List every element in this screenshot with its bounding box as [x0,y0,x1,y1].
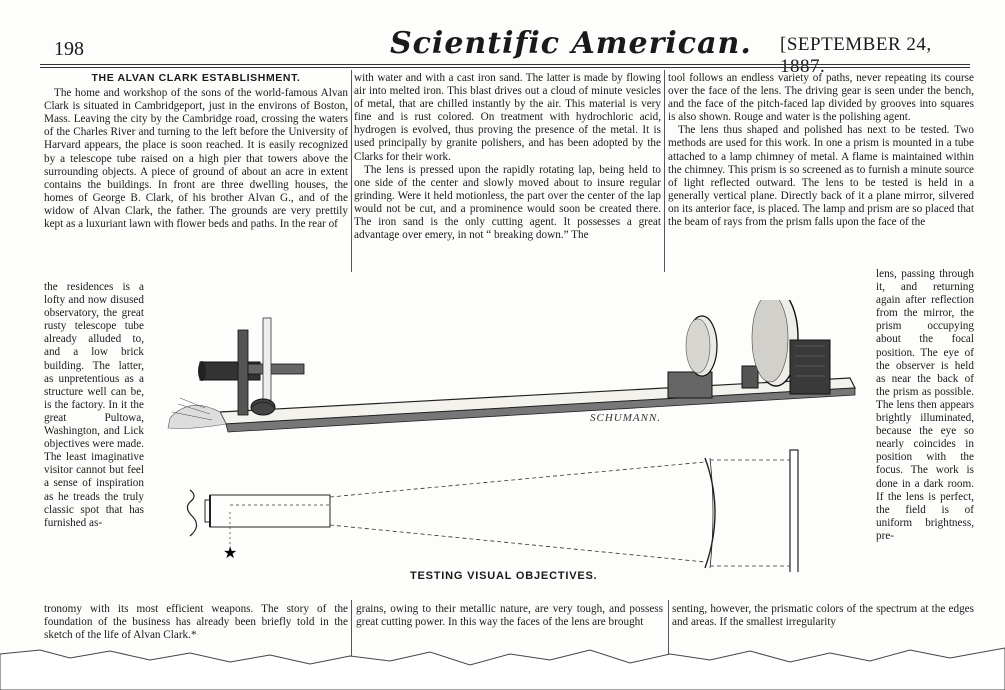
eye-icon [187,490,196,536]
paragraph: The lens is pressed upon the rapidly rotating lap, being held to one side of the center and slowly moved about to insure regular grinding. Were it held motionless, the part over the center of the lap would not be cut, and a prominence would soon be created there. The iron sand is the only cutting agent. It possesses a great advantage over emery, in not “ breaking down.” The [354,163,661,242]
plane-mirror [742,300,830,394]
objective-lens [668,316,717,398]
mirror-plate [790,450,798,572]
issue-date: [SEPTEMBER 24, 1887. [780,34,932,77]
article-heading: THE ALVAN CLARK ESTABLISHMENT. [91,72,301,84]
page-number: 198 [54,38,84,60]
column-right-bottom: senting, however, the prismatic colors of the spectrum at the edges and areas. If the smallest irregularity [672,603,974,629]
column-divider [351,70,352,272]
paragraph: with water and with a cast iron sand. The latter is made by flowing air into melted iron. This blast drives out a cloud of minute vesicles of metal, that are chilled instantly by the air. This material is very fine and is rust colored. On treatment with hydrochloric acid, hydrogen is evolved, thus proving the presence of the metal. It is used principally by granite polishers, and has been adopted by the Clarks for their work. [354,72,661,163]
figure-caption: TESTING VISUAL OBJECTIVES. [410,570,598,582]
ray-diagram [187,450,798,572]
artist-signature: SCHUMANN. [590,412,662,424]
paragraph: The home and workshop of the sons of the world-famous Alvan Clark is situated in Cambridgeport, just in the environs of Boston, Mass. Leaving the city by the Cambridge road, crossing the waters of the Charles River and turning to the left before the University of Harvard appears, the place is soon reached. It is easily recognized by a telescope tube raised on a high pier that towers above the surrounding objects. A piece of ground of about an acre in extent contains the buildings. In front are three dwelling houses, the homes of George B. Clark, of his brother Alvan G., and of the widow of Alvan Clark, the father. The grounds are very prettily kept as a luxuriant lawn with flower beds and paths. In the rear of [44,87,348,231]
header-rule-thin [40,67,970,68]
column-left [44,72,348,231]
paragraph: The lens thus shaped and polished has next to be tested. Two methods are used for this work. In one a prism is mounted in a tube attached to a lamp chimney of metal. A flame is maintained within the chimney. This prism is so screened as to furnish a minute source of light reflected outward. The lens to be tested is held in a generally vertical plane. Directly back of it a plane mirror, silvered on its anterior face, is placed. The lamp and prism are so placed that the beam of rays from the prism falls upon the face of the [668,124,974,229]
header-rule [40,64,970,65]
column-middle [354,72,661,242]
lamp-prism-tube [198,318,304,415]
lens-curve [705,458,715,568]
star-icon: ★ [223,543,238,562]
masthead-title: Scientific American. [390,26,752,61]
torn-page-edge [0,620,1005,690]
testing-apparatus-illustration [150,300,870,572]
page-header [40,26,970,77]
column-left-narrow: the residences is a lofty and now disused observatory, the great rusty telescope tube already alluded to, and a low brick building. The latter, as unpretentious as a structure well can be, is the factory. In it the great Pultowa, Washington, and Lick objectives were made. The least imaginative visitor cannot but feel a sense of inspiration as he treads the truly classic spot that has furnished as- [44,281,144,529]
column-left-bottom: tronomy with its most efficient weapons. The story of the foundation of the business has already been briefly told in the sketch of the life of Alvan Clark.* [44,603,348,642]
column-right [668,72,974,229]
paragraph: tool follows an endless variety of paths, never repeating its course over the face of the lens. The driving gear is seen under the bench, and the face of the pitch-faced lap divided by grooves into squares is also shown. Rouge and water is the polishing agent. [668,72,974,124]
column-middle-bottom: grains, owing to their metallic nature, are very tough, and possess great cutting power. In this way the faces of the lens are brought [356,603,663,629]
column-right-narrow: lens, passing through it, and returning again after reflection from the mirror, the prism occupying about the focal position. The eye of the observer is held as near the back of the prism as possible. The lens then appears brightly illuminated, because the eye so nearly coincides in position with the focus. The work is done in a dark room. If the lens is perfect, the field is of uniform brightness, pre- [876,268,974,542]
column-divider [664,70,665,272]
